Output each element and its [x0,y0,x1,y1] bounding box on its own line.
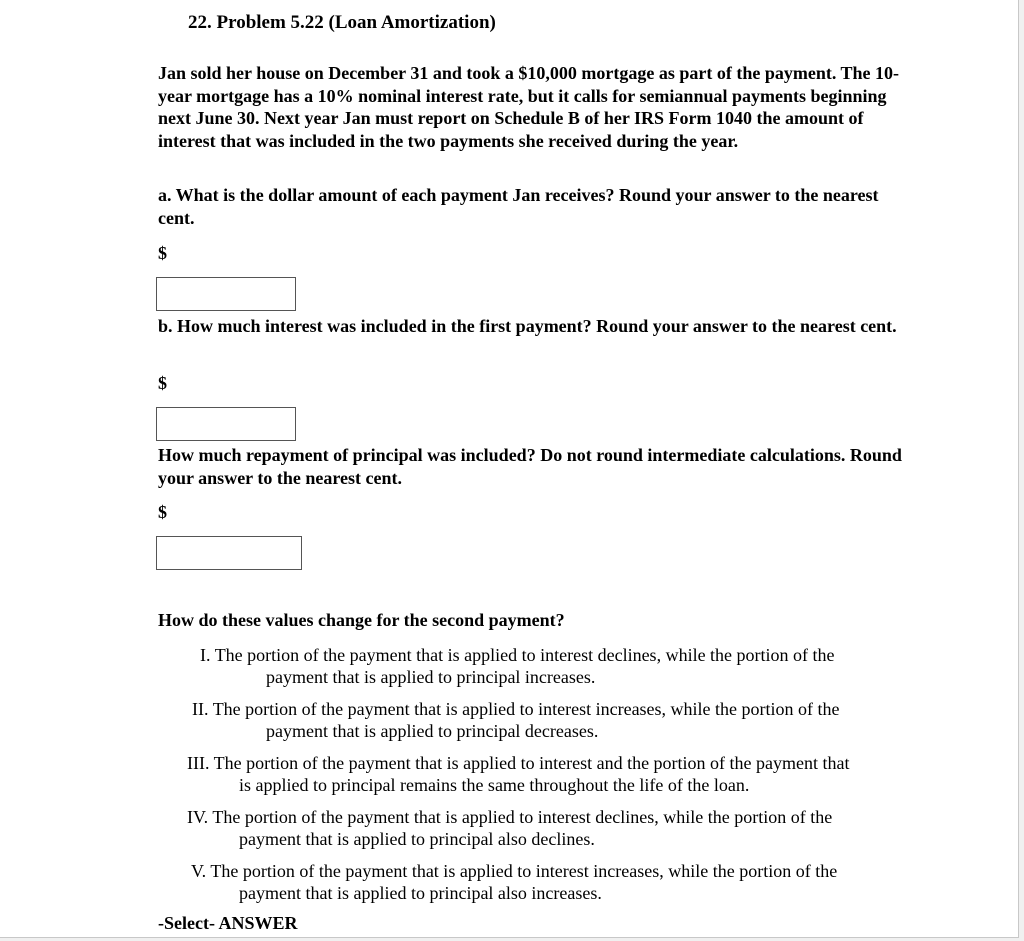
option-3 [187,752,907,796]
option-3-number: III. [187,753,210,773]
question-a-text: a. What is the dollar amount of each payment Jan receives? Round your answer to the nearest cent. [158,185,879,228]
option-1-number: I. [200,645,211,665]
option-1 [200,644,920,688]
question-a-currency: $ [158,243,167,263]
option-4-line2: payment that is applied to principal also declines. [239,829,595,849]
option-2-line1: The portion of the payment that is applied to interest increases, while the portion of the [212,699,840,719]
option-2 [192,698,912,742]
option-2-number: II. [192,699,209,719]
option-5-line1: The portion of the payment that is applied to interest increases, while the portion of the [210,861,838,881]
problem-title: 22. Problem 5.22 (Loan Amortization) [188,12,496,33]
option-1-line2: payment that is applied to principal increases. [266,667,596,687]
option-5-number: V. [191,861,207,881]
question-c-currency: $ [158,502,167,522]
option-4-number: IV. [187,807,209,827]
question-b-currency: $ [158,373,167,393]
second-payment-question: How do these values change for the second payment? [158,610,565,630]
option-3-line2: is applied to principal remains the same throughout the life of the loan. [239,775,750,795]
question-b-input[interactable] [156,407,296,441]
question-c-text: How much repayment of principal was included? Do not round intermediate calculations. Round your answer to the nearest cent. [158,445,902,488]
option-5-line2: payment that is applied to principal also increases. [239,883,602,903]
answer-select-suffix: ANSWER [218,913,298,933]
option-3-line1: The portion of the payment that is applied to interest and the portion of the payment that [213,753,850,773]
question-b-text: b. How much interest was included in the first payment? Round your answer to the nearest cent. [158,316,897,336]
question-a-input[interactable] [156,277,296,311]
question-c-input[interactable] [156,536,302,570]
answer-select-row [158,913,298,934]
option-1-line1: The portion of the payment that is applied to interest declines, while the portion of the [214,645,835,665]
problem-description: Jan sold her house on December 31 and took a $10,000 mortgage as part of the payment. The 10-year mortgage has a 10% nominal interest rate, but it calls for semiannual payments beginning next June 30. Next year Jan must report on Schedule B of her IRS Form 1040 the amount of interest that was included in the two payments she received during the year. [158,63,899,151]
answer-select-dropdown[interactable]: -Select- [158,913,215,933]
option-2-line2: payment that is applied to principal decreases. [266,721,599,741]
option-4-line1: The portion of the payment that is applied to interest declines, while the portion of the [212,807,833,827]
option-4 [187,806,907,850]
option-5 [191,860,911,904]
